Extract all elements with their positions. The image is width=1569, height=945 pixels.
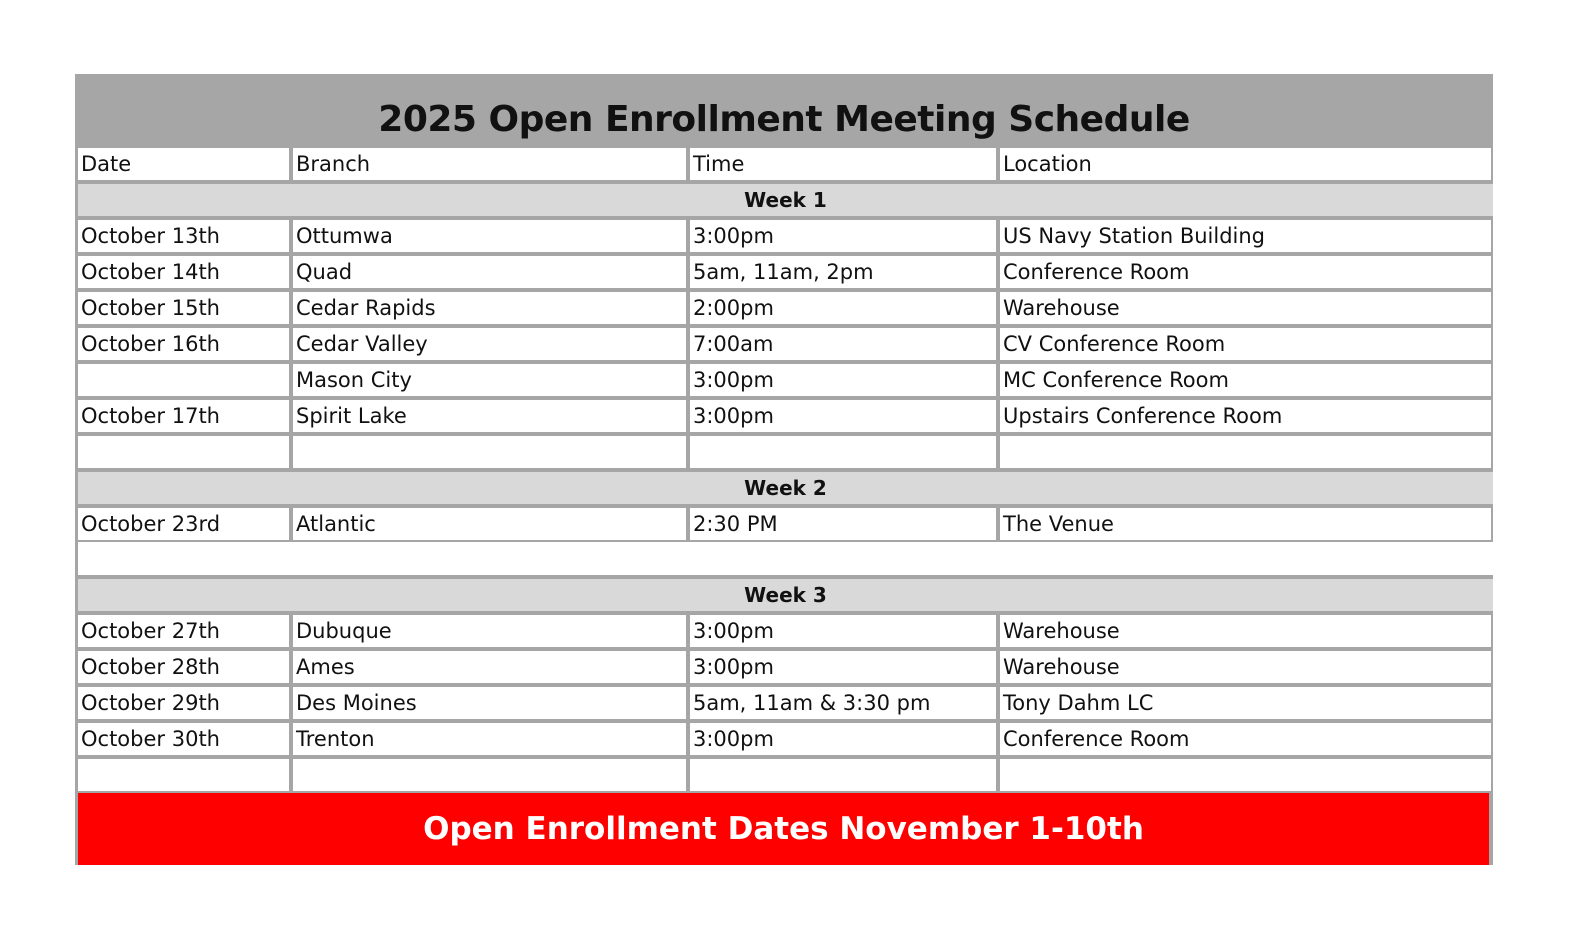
row-location: MC Conference Room xyxy=(1000,364,1491,396)
row-location: Warehouse xyxy=(1000,615,1491,647)
row-time: 3:00pm xyxy=(690,400,996,432)
row-time: 2:30 PM xyxy=(690,508,996,540)
row-branch: Ames xyxy=(293,651,686,683)
row-branch: Ottumwa xyxy=(293,220,686,252)
row-date: October 23rd xyxy=(78,508,289,540)
row-date: October 27th xyxy=(78,615,289,647)
row-time xyxy=(690,759,996,791)
row-branch: Mason City xyxy=(293,364,686,396)
row-branch: Spirit Lake xyxy=(293,400,686,432)
enrollment-dates-banner xyxy=(75,793,1493,865)
row-location: The Venue xyxy=(1000,508,1491,540)
row-location: Warehouse xyxy=(1000,651,1491,683)
row-location: Upstairs Conference Room xyxy=(1000,400,1491,432)
header-branch: Branch xyxy=(293,148,686,180)
title-bar xyxy=(75,74,1493,146)
row-branch xyxy=(293,759,686,791)
row-date: October 14th xyxy=(78,256,289,288)
row-date: October 17th xyxy=(78,400,289,432)
row-date xyxy=(78,364,289,396)
row-location: Conference Room xyxy=(1000,723,1491,755)
row-location: Conference Room xyxy=(1000,256,1491,288)
spacer-row xyxy=(78,542,1493,575)
row-branch xyxy=(293,436,686,468)
row-branch: Atlantic xyxy=(293,508,686,540)
row-time: 5am, 11am, 2pm xyxy=(690,256,996,288)
row-date xyxy=(78,436,289,468)
row-branch: Trenton xyxy=(293,723,686,755)
row-branch: Dubuque xyxy=(293,615,686,647)
row-time: 3:00pm xyxy=(690,364,996,396)
row-location: CV Conference Room xyxy=(1000,328,1491,360)
row-date: October 13th xyxy=(78,220,289,252)
header-location: Location xyxy=(1000,148,1491,180)
row-date: October 16th xyxy=(78,328,289,360)
row-location: US Navy Station Building xyxy=(1000,220,1491,252)
row-location: Tony Dahm LC xyxy=(1000,687,1491,719)
row-time: 3:00pm xyxy=(690,220,996,252)
header-date: Date xyxy=(78,148,289,180)
row-branch: Cedar Valley xyxy=(293,328,686,360)
row-time: 7:00am xyxy=(690,328,996,360)
row-date: October 29th xyxy=(78,687,289,719)
row-date: October 15th xyxy=(78,292,289,324)
row-date: October 30th xyxy=(78,723,289,755)
enrollment-dates-text: Open Enrollment Dates November 1-10th xyxy=(423,811,1144,847)
week-3-header: Week 3 xyxy=(78,579,1493,611)
row-date: October 28th xyxy=(78,651,289,683)
row-branch: Cedar Rapids xyxy=(293,292,686,324)
row-time xyxy=(690,436,996,468)
row-time: 3:00pm xyxy=(690,615,996,647)
row-branch: Quad xyxy=(293,256,686,288)
row-time: 3:00pm xyxy=(690,723,996,755)
header-time: Time xyxy=(690,148,996,180)
week-2-header: Week 2 xyxy=(78,472,1493,504)
row-branch: Des Moines xyxy=(293,687,686,719)
schedule-sheet xyxy=(75,74,1493,865)
row-time: 2:00pm xyxy=(690,292,996,324)
row-date xyxy=(78,759,289,791)
schedule-title: 2025 Open Enrollment Meeting Schedule xyxy=(378,99,1190,140)
row-location xyxy=(1000,436,1491,468)
row-location xyxy=(1000,759,1491,791)
row-location: Warehouse xyxy=(1000,292,1491,324)
row-time: 3:00pm xyxy=(690,651,996,683)
week-1-header: Week 1 xyxy=(78,184,1493,216)
schedule-table xyxy=(75,146,1493,793)
row-time: 5am, 11am & 3:30 pm xyxy=(690,687,996,719)
